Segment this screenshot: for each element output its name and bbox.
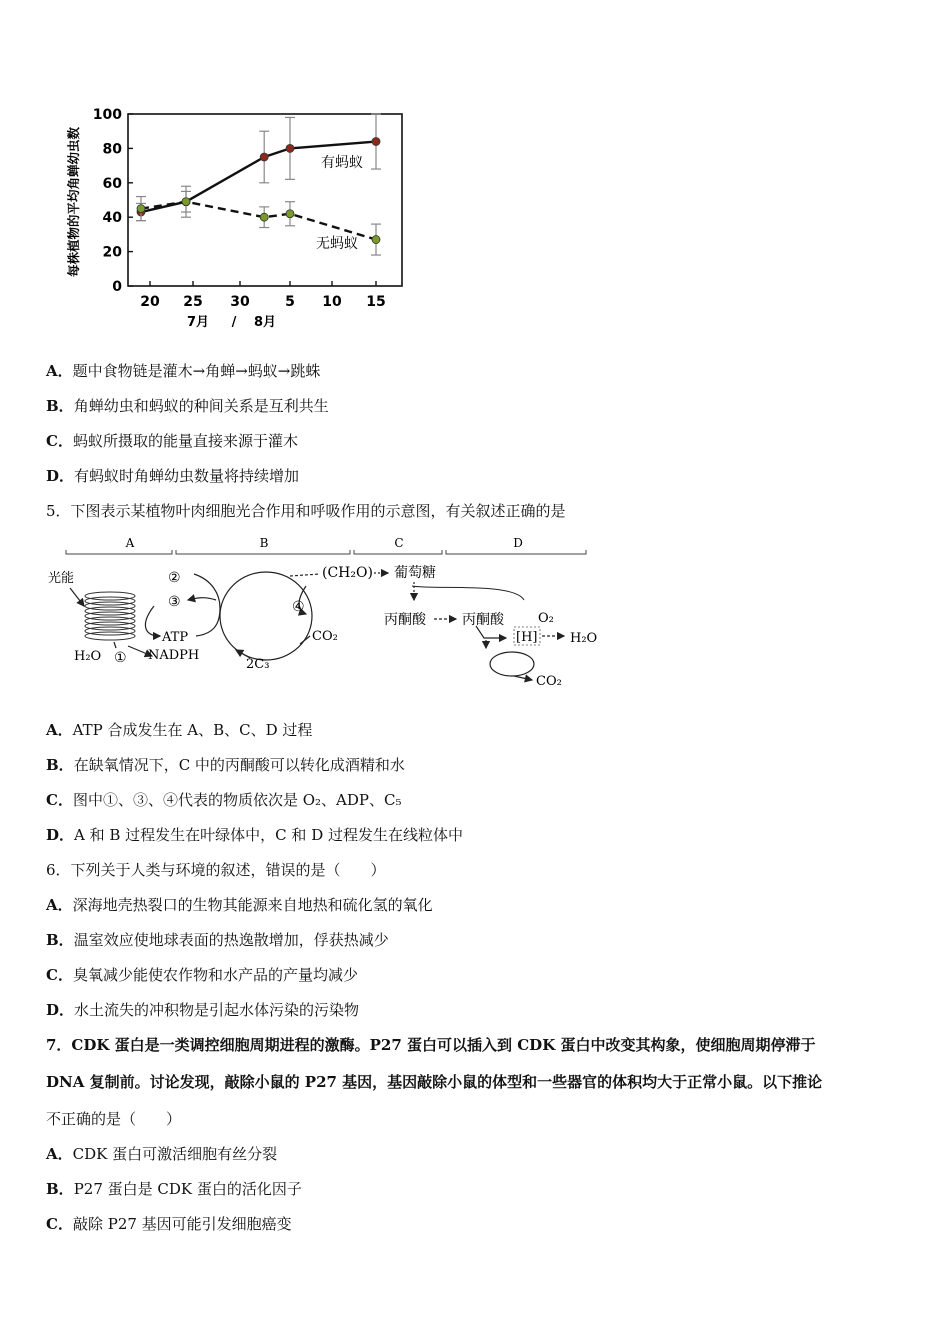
legend-with-ants: 有蚂蚁 bbox=[321, 155, 363, 171]
q7-option-b bbox=[46, 1178, 302, 1200]
option-letter: A． bbox=[46, 896, 73, 914]
circle-1-label: ① bbox=[114, 650, 127, 666]
q6-stem: 6．下列关于人类与环境的叙述，错误的是（ ） bbox=[46, 861, 386, 879]
chart-x-label-slash: / bbox=[231, 315, 237, 330]
circle-4-label: ④ bbox=[292, 599, 305, 615]
legend-without-ants: 无蚂蚁 bbox=[316, 236, 358, 252]
x-tick-label: 15 bbox=[366, 294, 386, 310]
q7-option-a bbox=[46, 1143, 277, 1165]
option-letter: B． bbox=[46, 1180, 74, 1198]
atp-label: ATP bbox=[162, 630, 189, 645]
q6-option-c bbox=[46, 964, 358, 986]
x-tick-label: 20 bbox=[140, 294, 160, 310]
y-tick-label: 80 bbox=[102, 141, 122, 158]
data-point-without-ants bbox=[286, 210, 294, 218]
option-text: A 和 B 过程发生在叶绿体中，C 和 D 过程发生在线粒体中 bbox=[74, 826, 463, 844]
co2-label-d: CO₂ bbox=[536, 674, 562, 689]
data-point-with-ants bbox=[260, 153, 268, 161]
ant-cicada-line-chart bbox=[58, 100, 418, 340]
ch2o-label: (CH₂O) bbox=[322, 565, 373, 581]
q5-option-c bbox=[46, 789, 401, 811]
chart-x-label-august: 8月 bbox=[253, 315, 277, 330]
option-letter: C． bbox=[46, 791, 73, 809]
option-text: 有蚂蚁时角蝉幼虫数量将持续增加 bbox=[74, 467, 300, 485]
section-brackets bbox=[66, 550, 586, 554]
option-letter: D． bbox=[46, 467, 75, 485]
option-text: ATP 合成发生在 A、B、C、D 过程 bbox=[72, 721, 313, 739]
data-point-without-ants bbox=[372, 236, 380, 244]
y-tick-label: 40 bbox=[102, 210, 122, 227]
option-letter: A． bbox=[46, 362, 73, 380]
water-label: H₂O bbox=[74, 649, 102, 664]
pyruvate-label-d: 丙酮酸 bbox=[462, 612, 504, 628]
q7-stem-line-1: 7．CDK 蛋白是一类调控细胞周期进程的激酶。P27 蛋白可以插入到 CDK 蛋白中改变其构象，使细胞周期停滞于 bbox=[46, 1036, 816, 1054]
section-label-b: B bbox=[259, 536, 269, 550]
data-point-with-ants bbox=[372, 138, 380, 146]
q7-stem-line-2: DNA 复制前。讨论发现，敲除小鼠的 P27 基因，基因敲除小鼠的体型和一些器官的体积均大于正常小鼠。以下推论 bbox=[46, 1073, 823, 1091]
data-point-with-ants bbox=[286, 144, 294, 152]
q7-option-c bbox=[46, 1213, 292, 1235]
option-text: 敲除 P27 基因可能引发细胞癌变 bbox=[72, 1215, 292, 1233]
option-text: 在缺氧情况下，C 中的丙酮酸可以转化成酒精和水 bbox=[73, 756, 405, 774]
q5-option-a bbox=[46, 719, 312, 741]
data-point-without-ants bbox=[260, 213, 268, 221]
q4-option-d bbox=[46, 465, 299, 487]
y-tick-label: 0 bbox=[112, 279, 122, 295]
q4-option-b bbox=[46, 395, 329, 417]
option-text: 角蝉幼虫和蚂蚁的种间关系是互利共生 bbox=[73, 397, 329, 415]
q5-stem: 5．下图表示某植物叶肉细胞光合作用和呼吸作用的示意图，有关叙述正确的是 bbox=[46, 502, 566, 520]
option-text: CDK 蛋白可激活细胞有丝分裂 bbox=[72, 1145, 278, 1163]
data-point-without-ants bbox=[182, 198, 190, 206]
section-label-d: D bbox=[513, 536, 523, 550]
q7-stem-line-3: 不正确的是（ ） bbox=[46, 1110, 182, 1128]
thylakoid-stack-icon bbox=[85, 592, 135, 640]
y-tick-label: 100 bbox=[92, 107, 122, 123]
option-letter: B． bbox=[46, 756, 74, 774]
y-tick-label: 60 bbox=[102, 175, 122, 192]
x-tick-label: 5 bbox=[285, 294, 295, 310]
q6-option-d bbox=[46, 999, 359, 1021]
section-label-c: C bbox=[394, 536, 404, 550]
q4-option-c bbox=[46, 430, 298, 452]
light-energy-label: 光能 bbox=[48, 571, 75, 586]
option-letter: C． bbox=[46, 1215, 73, 1233]
option-text: P27 蛋白是 CDK 蛋白的活化因子 bbox=[73, 1180, 302, 1198]
photosynthesis-respiration-diagram bbox=[44, 534, 614, 694]
option-letter: B． bbox=[46, 397, 74, 415]
circle-2-label: ② bbox=[168, 570, 181, 586]
q5-option-b bbox=[46, 754, 405, 776]
chart-x-label-july: 7月 bbox=[186, 315, 210, 330]
section-label-a: A bbox=[125, 536, 135, 550]
circle-3-label: ③ bbox=[168, 594, 181, 610]
x-tick-label: 30 bbox=[230, 294, 250, 310]
q6-option-a bbox=[46, 894, 433, 916]
series-line-with-ants bbox=[141, 142, 376, 213]
option-text: 深海地壳热裂口的生物其能源来自地热和硫化氢的氧化 bbox=[72, 896, 433, 914]
plot-frame bbox=[128, 114, 402, 286]
h-label: [H] bbox=[516, 630, 538, 645]
option-text: 蚂蚁所摄取的能量直接来源于灌木 bbox=[72, 432, 298, 450]
q6-option-b bbox=[46, 929, 389, 951]
option-text: 图中①、③、④代表的物质依次是 O₂、ADP、C₅ bbox=[72, 791, 402, 809]
option-text: 臭氧减少能使农作物和水产品的产量均减少 bbox=[72, 966, 358, 984]
data-point-without-ants bbox=[137, 205, 145, 213]
calvin-cycle-circle bbox=[220, 572, 312, 660]
option-text: 题中食物链是灌木→角蝉→蚂蚁→跳蛛 bbox=[72, 362, 321, 380]
option-text: 温室效应使地球表面的热逸散增加，俘获热减少 bbox=[73, 931, 389, 949]
q4-option-a bbox=[46, 360, 320, 382]
option-letter: A． bbox=[46, 721, 73, 739]
option-letter: C． bbox=[46, 966, 73, 984]
krebs-cycle-circle bbox=[490, 652, 534, 676]
q5-option-d bbox=[46, 824, 463, 846]
option-letter: D． bbox=[46, 826, 75, 844]
chart-canvas bbox=[58, 100, 418, 340]
x-tick-label: 10 bbox=[322, 294, 342, 310]
water-label-d: H₂O bbox=[570, 631, 598, 646]
option-text: 水土流失的冲积物是引起水体污染的污染物 bbox=[74, 1001, 360, 1019]
y-tick-label: 20 bbox=[102, 244, 122, 261]
nadph-label: NADPH bbox=[148, 648, 200, 663]
option-letter: A． bbox=[46, 1145, 73, 1163]
diagram-canvas bbox=[44, 534, 614, 694]
option-letter: C． bbox=[46, 432, 73, 450]
series-line-without-ants bbox=[141, 202, 376, 240]
x-tick-label: 25 bbox=[183, 294, 203, 310]
o2-label: O₂ bbox=[538, 611, 554, 626]
pyruvate-label-c: 丙酮酸 bbox=[384, 612, 426, 628]
chart-y-axis-label: 每株植物的平均角蝉幼虫数 bbox=[66, 126, 81, 278]
co2-label-b: CO₂ bbox=[312, 629, 338, 644]
glucose-label: 葡萄糖 bbox=[394, 565, 436, 581]
option-letter: B． bbox=[46, 931, 74, 949]
option-letter: D． bbox=[46, 1001, 75, 1019]
c3-label: 2C₃ bbox=[246, 657, 270, 672]
